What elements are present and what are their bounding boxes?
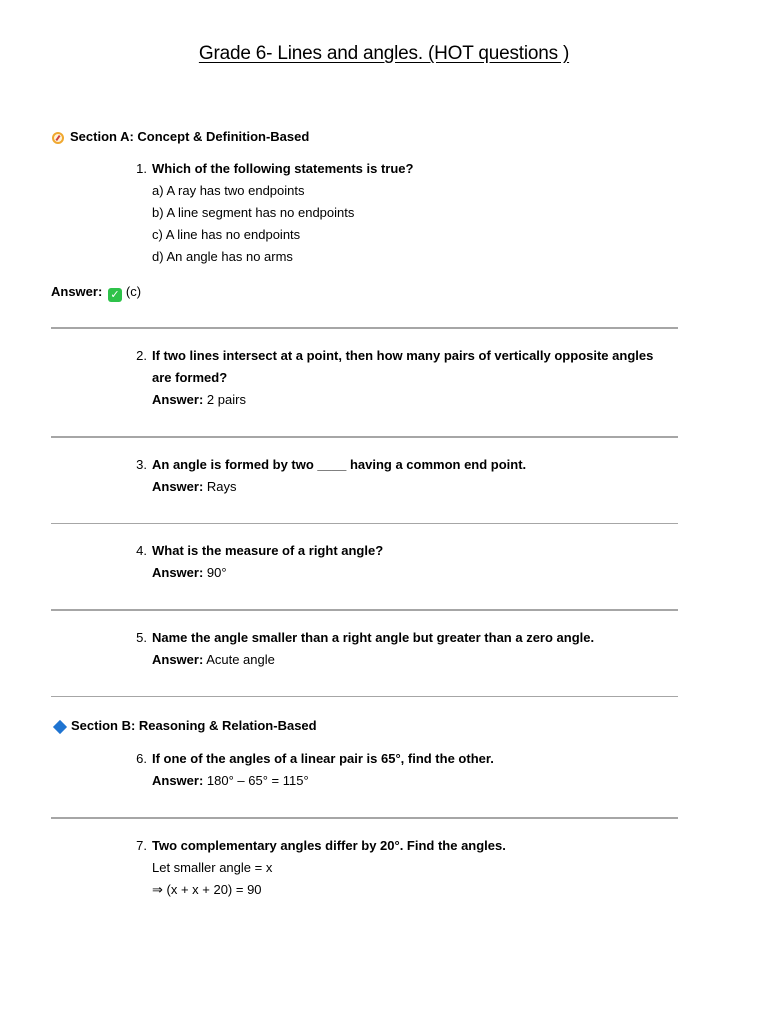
question-7 <box>129 835 669 901</box>
option-a: a) A ray has two endpoints <box>152 183 305 198</box>
question-number: 6. <box>136 751 147 766</box>
answer-label: Answer: <box>152 392 204 407</box>
divider <box>51 436 678 438</box>
question-text: What is the measure of a right angle? <box>152 543 384 558</box>
question-2 <box>129 345 669 411</box>
answer-label: Answer: <box>152 652 204 667</box>
working-line: ⇒ (x + x + 20) = 90 <box>152 882 262 897</box>
page-title: Grade 6- Lines and angles. (HOT questions ) <box>198 43 570 64</box>
answer-label: Answer: <box>152 773 204 788</box>
answer-value: 2 pairs <box>206 392 246 407</box>
answer-value: 180° – 65° = 115° <box>206 773 309 788</box>
question-4 <box>129 540 669 584</box>
question-text: Name the angle smaller than a right angle but greater than a zero angle. <box>152 630 595 645</box>
answer-value: 90° <box>206 565 227 580</box>
question-text: If one of the angles of a linear pair is 65°, find the other. <box>152 751 494 766</box>
question-1 <box>129 158 669 268</box>
check-mark-icon: ✓ <box>108 288 122 302</box>
question-text: Two complementary angles differ by 20°. Find the angles. <box>152 838 506 853</box>
answer-value: (c) <box>125 284 142 299</box>
option-d: d) An angle has no arms <box>152 249 293 264</box>
section-a-heading <box>52 127 309 147</box>
divider <box>51 609 678 611</box>
question-text: If two lines intersect at a point, then how many pairs of vertically opposite angles are formed? <box>152 348 654 385</box>
question-3 <box>129 454 669 498</box>
section-a-label: Section A: Concept & Definition-Based <box>70 129 310 144</box>
answer-1 <box>51 281 141 303</box>
working-line: Let smaller angle = x <box>152 860 273 875</box>
question-number: 3. <box>136 457 147 472</box>
answer-label: Answer: <box>152 479 204 494</box>
divider <box>51 817 678 819</box>
question-number: 5. <box>136 630 147 645</box>
question-text: Which of the following statements is true? <box>152 161 414 176</box>
section-b-label: Section B: Reasoning & Relation-Based <box>71 718 317 733</box>
answer-label: Answer: <box>51 284 103 299</box>
option-b: b) A line segment has no endpoints <box>152 205 355 220</box>
divider <box>51 327 678 329</box>
question-number: 2. <box>136 348 147 363</box>
option-c: c) A line has no endpoints <box>152 227 301 242</box>
question-text: An angle is formed by two ____ having a common end point. <box>152 457 527 472</box>
divider <box>51 696 678 697</box>
section-b-heading <box>52 716 317 736</box>
question-number: 4. <box>136 543 147 558</box>
answer-label: Answer: <box>152 565 204 580</box>
question-5 <box>129 627 669 671</box>
compass-icon <box>52 132 64 144</box>
blue-diamond-icon <box>53 719 67 733</box>
question-number: 1. <box>136 161 147 176</box>
answer-value: Acute angle <box>206 652 275 667</box>
answer-value: Rays <box>206 479 237 494</box>
question-6 <box>129 748 669 792</box>
question-number: 7. <box>136 838 147 853</box>
divider <box>51 523 678 524</box>
